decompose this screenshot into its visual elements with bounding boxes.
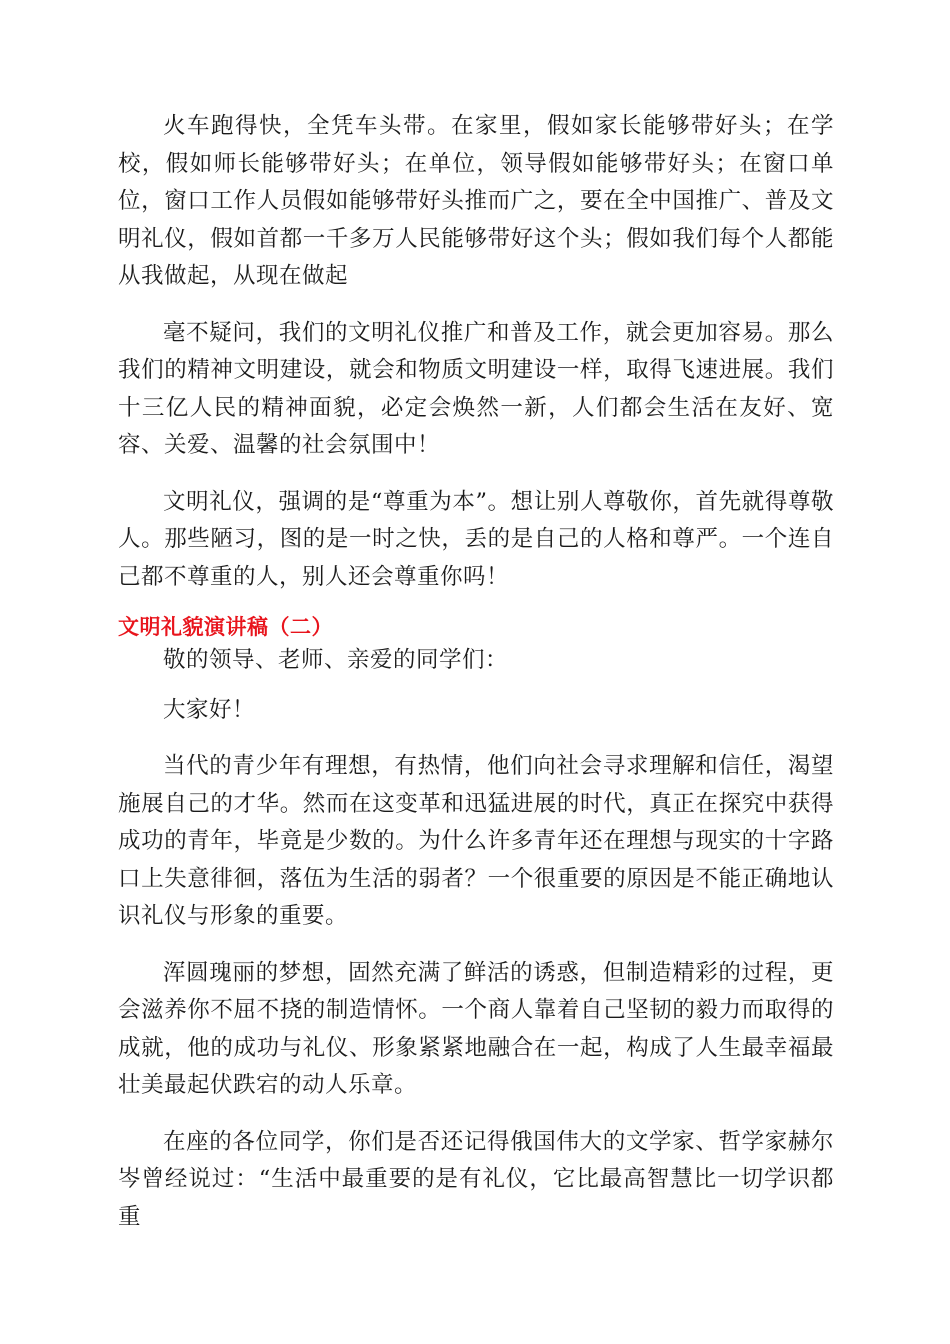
paragraph-no-doubt: 毫不疑问，我们的文明礼仪推广和普及工作，就会更加容易。那么我们的精神文明建设，就会和物质文明建设一样，取得飞速进展。我们十三亿人民的精神面貌，必定会焕然一新，人们都会生活在友好、宽容、关爱、温馨的社会氛围中！ xyxy=(118,319,834,458)
paragraph-respect: 文明礼仪，强调的是“尊重为本”。想让别人尊敬你，首先就得尊敬人。那些陋习，图的是一时之快，丢的是自己的人格和尊严。一个连自己都不尊重的人，别人还会尊重你吗！ xyxy=(118,488,834,590)
paragraph-youth: 当代的青少年有理想，有热情，他们向社会寻求理解和信任，渴望施展自己的才华。然而在这变革和迅猛进展的时代，真正在探究中获得成功的青年，毕竟是少数的。为什么许多青年还在理想与现实的十字路口上失意徘徊，落伍为生活的弱者？一个很重要的原因是不能正确地认识礼仪与形象的重要。 xyxy=(118,753,834,929)
paragraph-herzen-quote: 在座的各位同学，你们是否还记得俄国伟大的文学家、哲学家赫尔岑曾经说过：“生活中最重要的是有礼仪，它比最高智慧比一切学识都重 xyxy=(118,1128,834,1230)
paragraph-train-analogy: 火车跑得快，全凭车头带。在家里，假如家长能够带好头；在学校，假如师长能够带好头；在单位，领导假如能够带好头；在窗口单位，窗口工作人员假如能够带好头推而广之，要在全中国推广、普及文明礼仪，假如首都一千多万人民能够带好这个头；假如我们每个人都能从我做起，从现在做起 xyxy=(118,113,834,289)
section-heading: 文明礼貌演讲稿（二） xyxy=(118,615,333,639)
paragraph-greeting: 大家好！ xyxy=(163,696,256,723)
paragraph-salutation: 敬的领导、老师、亲爱的同学们： xyxy=(163,647,509,673)
document-page xyxy=(118,108,834,1236)
paragraph-dream: 浑圆瑰丽的梦想，固然充满了鲜活的诱惑，但制造精彩的过程，更会滋养你不屈不挠的制造情怀。一个商人靠着自己坚韧的毅力而取得的成就，他的成功与礼仪、形象紧紧地融合在一起，构成了人生最幸福最壮美最起伏跌宕的动人乐章。 xyxy=(118,959,834,1098)
